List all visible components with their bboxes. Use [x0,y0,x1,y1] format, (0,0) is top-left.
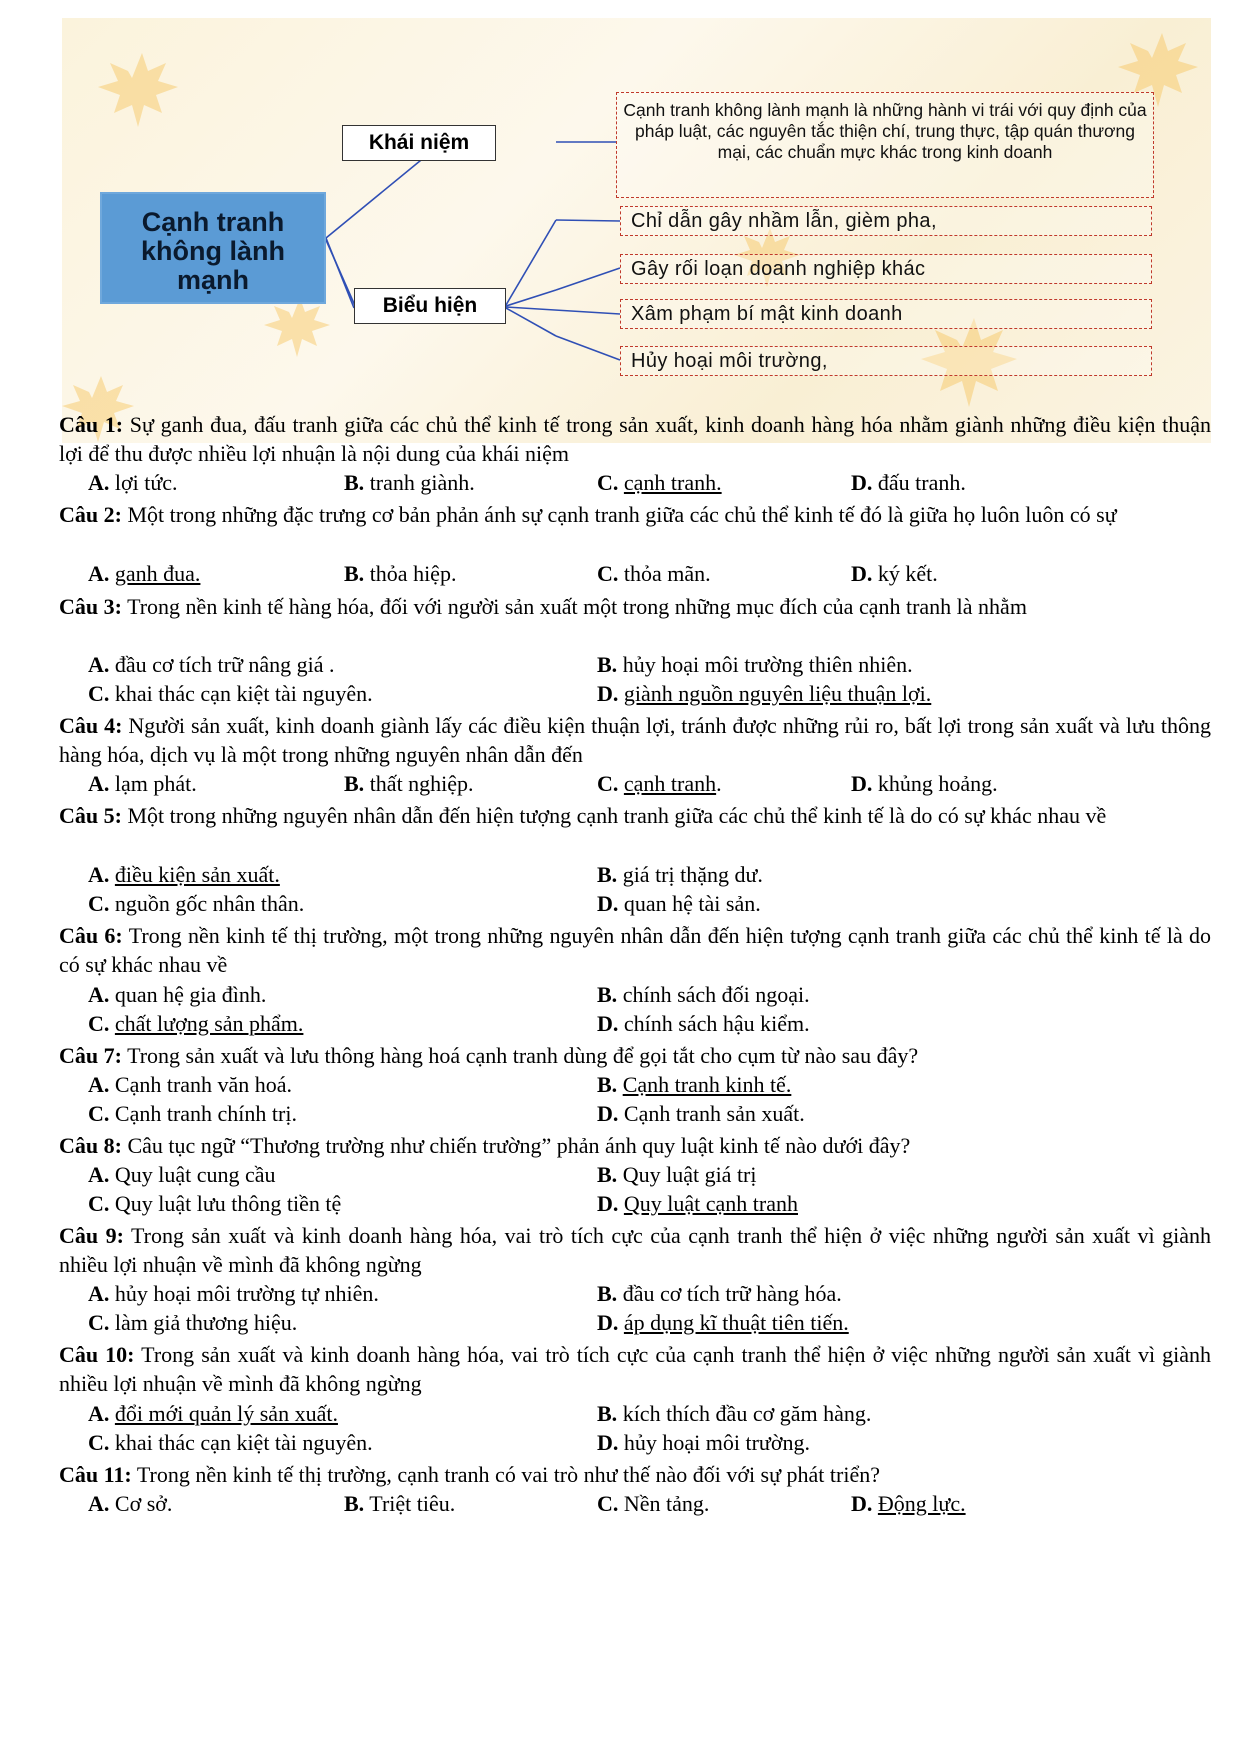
question-number: Câu 3: [59,594,122,619]
option-c-answer: C. cạnh tranh. [597,470,722,495]
question-3 [59,592,1211,621]
option-c: C. làm giả thương hiệu. [88,1310,298,1335]
option-d-answer: D. Động lực. [851,1491,966,1516]
question-number: Câu 4: [59,713,123,738]
question-text: Một trong những nguyên nhân dẫn đến hiện tượng cạnh tranh giữa các chủ thể kinh tế là do có sự khác nhau về [127,803,1107,828]
concept-diagram [62,18,1211,443]
question-5 [59,801,1211,830]
manifestation-item: Gây rối loạn doanh nghiệp khác [620,254,1152,284]
option-c: C. Cạnh tranh chính trị. [88,1101,297,1126]
question-number: Câu 1: [59,412,124,437]
question-2 [59,500,1211,529]
option-b: B. thỏa hiệp. [344,561,457,586]
option-d: D. ký kết. [851,561,938,586]
question-number: Câu 8: [59,1133,122,1158]
question-number: Câu 11: [59,1462,132,1487]
question-text: Trong sản xuất và lưu thông hàng hoá cạnh tranh dùng để gọi tắt cho cụm từ nào sau đây? [127,1043,919,1068]
option-d: D. quan hệ tài sản. [597,891,761,916]
option-c: C. Quy luật lưu thông tiền tệ [88,1191,342,1216]
option-d: D. khủng hoảng. [851,771,998,796]
option-d: D. đấu tranh. [851,470,966,495]
option-d: D. hủy hoại môi trường. [597,1430,810,1455]
question-text: Sự ganh đua, đấu tranh giữa các chủ thể kinh tế trong sản xuất, kinh doanh hàng hóa nhằm giành những điều kiện thuận lợi để thu được nhiều lợi nhuận là nội dung của khái niệm [59,412,1211,466]
option-a: A. Cạnh tranh văn hoá. [88,1072,293,1097]
question-text: Trong nền kinh tế hàng hóa, đối với người sản xuất một trong những mục đích của cạnh tranh là nhằm [127,594,1027,619]
question-7 [59,1041,1211,1070]
option-a: A. đầu cơ tích trữ nâng giá . [88,652,335,677]
option-c-answer: C. chất lượng sản phẩm. [88,1011,304,1036]
option-c: C. khai thác cạn kiệt tài nguyên. [88,1430,373,1455]
option-a: A. Quy luật cung cầu [88,1162,276,1187]
question-8 [59,1131,1211,1160]
option-c-answer: C. cạnh tranh. [597,771,722,796]
manifestation-item: Xâm phạm bí mật kinh doanh [620,299,1152,329]
question-text: Trong sản xuất và kinh doanh hàng hóa, vai trò tích cực của cạnh tranh thể hiện ở việc những người sản xuất vì giành nhiều lợi nhuận về mình đã không ngừng [59,1342,1211,1396]
option-b: B. kích thích đầu cơ găm hàng. [597,1401,872,1426]
option-b: B. giá trị thặng dư. [597,862,763,887]
option-b: B. hủy hoại môi trường thiên nhiên. [597,652,913,677]
option-a: A. lạm phát. [88,771,197,796]
question-number: Câu 9: [59,1223,124,1248]
question-text: Một trong những đặc trưng cơ bản phản ánh sự cạnh tranh giữa các chủ thể kinh tế đó là giữa họ luôn luôn có sự [127,502,1117,527]
option-d-answer: D. Quy luật cạnh tranh [597,1191,798,1216]
question-text: Người sản xuất, kinh doanh giành lấy các điều kiện thuận lợi, tránh được những rủi ro, bất lợi trong sản xuất và lưu thông hàng hóa, dịch vụ là một trong những nguyên nhân dẫn đến [59,713,1212,767]
question-text: Câu tục ngữ “Thương trường như chiến trường” phản ánh quy luật kinh tế nào dưới đây? [127,1133,911,1158]
option-c: C. nguồn gốc nhân thân. [88,891,305,916]
option-c: C. thỏa mãn. [597,561,711,586]
option-d-answer: D. áp dụng kĩ thuật tiên tiến. [597,1310,849,1335]
concept-definition-box: Cạnh tranh không lành mạnh là những hành vi trái với quy định của pháp luật, các nguyên tắc thiện chí, trung thực, tập quán thương mại, các chuẩn mực khác trong kinh doanh [616,92,1154,198]
option-b: B. chính sách đối ngoại. [597,982,810,1007]
manifestation-item: Hủy hoại môi trường, [620,346,1152,376]
option-b: B. thất nghiệp. [344,771,474,796]
option-a: A. lợi tức. [88,470,178,495]
question-number: Câu 5: [59,803,122,828]
option-b: B. Quy luật giá trị [597,1162,757,1187]
option-d: D. chính sách hậu kiểm. [597,1011,810,1036]
option-a-answer: A. đổi mới quản lý sản xuất. [88,1401,338,1426]
question-6 [59,921,1211,979]
option-d: D. Cạnh tranh sản xuất. [597,1101,805,1126]
option-a: A. quan hệ gia đình. [88,982,267,1007]
question-9 [59,1221,1211,1279]
option-a: A. Cơ sở. [88,1491,173,1516]
question-4 [59,711,1211,769]
question-text: Trong sản xuất và kinh doanh hàng hóa, vai trò tích cực của cạnh tranh thể hiện ở việc những người sản xuất vì giành nhiều lợi nhuận về mình đã không ngừng [59,1223,1211,1277]
question-text: Trong nền kinh tế thị trường, cạnh tranh có vai trò như thế nào đối với sự phát triển? [136,1462,881,1487]
question-number: Câu 10: [59,1342,135,1367]
question-10 [59,1340,1211,1398]
question-number: Câu 6: [59,923,123,948]
option-b-answer: B. Cạnh tranh kinh tế. [597,1072,792,1097]
option-b: B. tranh giành. [344,470,475,495]
option-c: C. khai thác cạn kiệt tài nguyên. [88,681,373,706]
main-topic-box: Cạnh tranh không lành mạnh [100,192,326,304]
question-text: Trong nền kinh tế thị trường, một trong những nguyên nhân dẫn đến hiện tượng cạnh tranh giữa các chủ thể kinh tế là do có sự khác nhau về [59,923,1212,977]
option-a: A. hủy hoại môi trường tự nhiên. [88,1281,379,1306]
question-11 [59,1460,1211,1489]
manifest-label-box: Biểu hiện [354,288,506,324]
option-a-answer: A. điều kiện sản xuất. [88,862,280,887]
manifestation-item: Chỉ dẫn gây nhầm lẫn, gièm pha, [620,206,1152,236]
option-b: B. đầu cơ tích trữ hàng hóa. [597,1281,842,1306]
concept-label-box: Khái niệm [342,125,496,161]
option-a-answer: A. ganh đua. [88,561,201,586]
option-d-answer: D. giành nguồn nguyên liệu thuận lợi. [597,681,932,706]
option-c: C. Nền tảng. [597,1491,710,1516]
question-1 [59,410,1211,468]
question-number: Câu 7: [59,1043,122,1068]
option-b: B. Triệt tiêu. [344,1491,456,1516]
question-number: Câu 2: [59,502,122,527]
